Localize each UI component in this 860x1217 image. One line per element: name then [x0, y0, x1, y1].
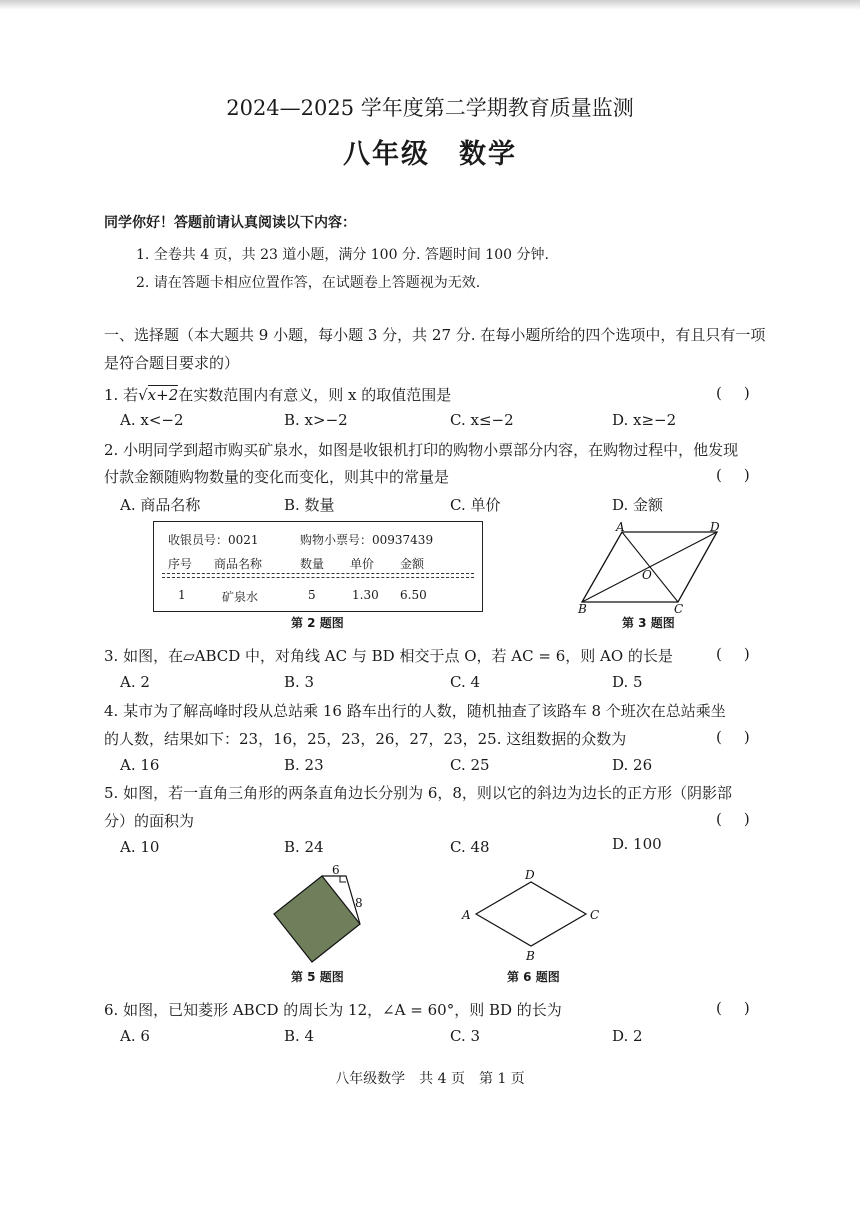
- figure-6-rhombus: [456, 866, 606, 962]
- question-2-line1: 2. 小明同学到超市购买矿泉水，如图是收银机打印的购物小票部分内容，在购物过程中，他发现: [104, 441, 739, 459]
- sqrt-sign: √: [138, 386, 148, 404]
- question-5-line1: 5. 如图，若一直角三角形的两条直角边长分别为 6，8，则以它的斜边为边长的正方形（阴影部: [104, 784, 732, 802]
- receipt-header-price: 单价: [350, 557, 375, 571]
- question-6: 6. 如图，已知菱形 ABCD 的周长为 12，∠A = 60°，则 BD 的长为: [104, 1001, 562, 1019]
- q1-option-d: D. x≥−2: [612, 411, 677, 429]
- q2-option-c: C. 单价: [450, 496, 501, 514]
- figure-2-caption: 第 2 题图: [291, 616, 344, 630]
- fig6-label-c: C: [590, 908, 600, 922]
- fig5-label-8: 8: [355, 896, 363, 910]
- receipt-header-qty: 数量: [300, 557, 325, 571]
- rhombus-outline: [476, 882, 586, 946]
- question-3: 3. 如图，在▱ABCD 中，对角线 AC 与 BD 相交于点 O，若 AC = 6，则 AO 的长是: [104, 647, 673, 665]
- receipt-header-amount: 金额: [400, 557, 425, 571]
- sqrt-radicand: x+2: [147, 386, 179, 404]
- q2-option-d: D. 金额: [612, 496, 664, 514]
- q4-option-a: A. 16: [120, 756, 160, 774]
- figure-5-caption: 第 5 题图: [291, 970, 344, 984]
- receipt-header-index: 序号: [168, 557, 193, 571]
- answer-paren-3[interactable]: (): [716, 645, 772, 663]
- answer-paren-6[interactable]: (): [716, 999, 772, 1017]
- receipt-row-qty: 5: [308, 588, 316, 602]
- fig6-label-b: B: [526, 949, 535, 962]
- receipt-divider-1: [162, 573, 474, 574]
- receipt-divider-2: [162, 577, 474, 578]
- section-heading-line2: 是符合题目要求的）: [104, 354, 240, 372]
- q1-option-b: B. x>−2: [284, 411, 348, 429]
- q1-option-a: A. x<−2: [120, 411, 184, 429]
- receipt-row-price: 1.30: [352, 588, 379, 602]
- fig3-label-b: B: [578, 602, 587, 614]
- q5-option-d: D. 100: [612, 835, 662, 853]
- q1-option-c: C. x≤−2: [450, 411, 514, 429]
- receipt-header-name: 商品名称: [214, 557, 263, 571]
- q3-option-b: B. 3: [284, 673, 315, 691]
- fig6-label-a: A: [462, 908, 471, 922]
- receipt-row-name: 矿泉水: [222, 590, 259, 604]
- q3-option-d: D. 5: [612, 673, 643, 691]
- figure-6-caption: 第 6 题图: [507, 970, 560, 984]
- shaded-square: [274, 876, 360, 962]
- scan-edge: [0, 0, 860, 10]
- fig6-label-d: D: [525, 868, 535, 882]
- question-1-post: 在实数范围内有意义，则 x 的取值范围是: [178, 386, 452, 404]
- q4-option-d: D. 26: [612, 756, 653, 774]
- exam-subject: 八年级 数学: [343, 139, 517, 170]
- fig3-label-c: C: [674, 602, 684, 614]
- fig5-label-6: 6: [332, 863, 340, 877]
- question-4-line2: 的人数，结果如下：23，16，25，23，26，27，23，25. 这组数据的众数为: [104, 730, 627, 748]
- answer-paren-4[interactable]: (): [716, 728, 772, 746]
- answer-paren-1[interactable]: (): [716, 384, 772, 402]
- receipt-figure: [153, 521, 483, 612]
- figure-3-parallelogram: [572, 522, 732, 614]
- q6-option-b: B. 4: [284, 1027, 315, 1045]
- exam-title: 2024—2025 学年度第二学期教育质量监测: [226, 96, 634, 120]
- q6-option-c: C. 3: [450, 1027, 481, 1045]
- q3-option-a: A. 2: [120, 673, 150, 691]
- figure-5-square: [262, 862, 374, 968]
- q5-option-c: C. 48: [450, 838, 490, 856]
- question-5-line2: 分）的面积为: [104, 812, 195, 830]
- q3-option-c: C. 4: [450, 673, 481, 691]
- right-angle-mark: [340, 876, 346, 882]
- q4-option-b: B. 23: [284, 756, 324, 774]
- receipt-ticket-number: 购物小票号：00937439: [300, 533, 434, 547]
- fig3-label-a: A: [616, 522, 625, 534]
- question-1: [104, 384, 451, 405]
- question-1-number: 1.: [104, 386, 119, 404]
- question-1-pre: 若: [123, 386, 139, 404]
- q6-option-a: A. 6: [120, 1027, 150, 1045]
- notice-item-1: 1. 全卷共 4 页，共 23 道小题，满分 100 分. 答题时间 100 分钟.: [136, 247, 549, 263]
- question-2-line2: 付款金额随购物数量的变化而变化，则其中的常量是: [104, 468, 450, 486]
- page-footer: 八年级数学 共 4 页 第 1 页: [335, 1071, 525, 1087]
- q5-option-a: A. 10: [120, 838, 160, 856]
- fig3-label-d: D: [710, 522, 720, 534]
- notice-item-2: 2. 请在答题卡相应位置作答，在试题卷上答题视为无效.: [136, 275, 481, 291]
- notice-heading: 同学你好！答题前请认真阅读以下内容：: [104, 215, 356, 231]
- answer-paren-2[interactable]: (): [716, 466, 772, 484]
- q2-option-a: A. 商品名称: [120, 496, 201, 514]
- receipt-row-index: 1: [178, 588, 186, 602]
- receipt-cashier: 收银员号：0021: [168, 533, 259, 547]
- receipt-row-amount: 6.50: [400, 588, 427, 602]
- q4-option-c: C. 25: [450, 756, 490, 774]
- fig3-label-o: O: [642, 568, 652, 582]
- question-4-line1: 4. 某市为了解高峰时段从总站乘 16 路车出行的人数，随机抽查了该路车 8 个班次在总站乘坐: [104, 702, 726, 720]
- q2-option-b: B. 数量: [284, 496, 335, 514]
- figure-3-caption: 第 3 题图: [622, 616, 675, 630]
- section-heading-line1: 一、选择题（本大题共 9 小题，每小题 3 分，共 27 分. 在每小题所给的四个选项中，有且只有一项: [104, 326, 766, 344]
- q6-option-d: D. 2: [612, 1027, 643, 1045]
- answer-paren-5[interactable]: (): [716, 810, 772, 828]
- q5-option-b: B. 24: [284, 838, 324, 856]
